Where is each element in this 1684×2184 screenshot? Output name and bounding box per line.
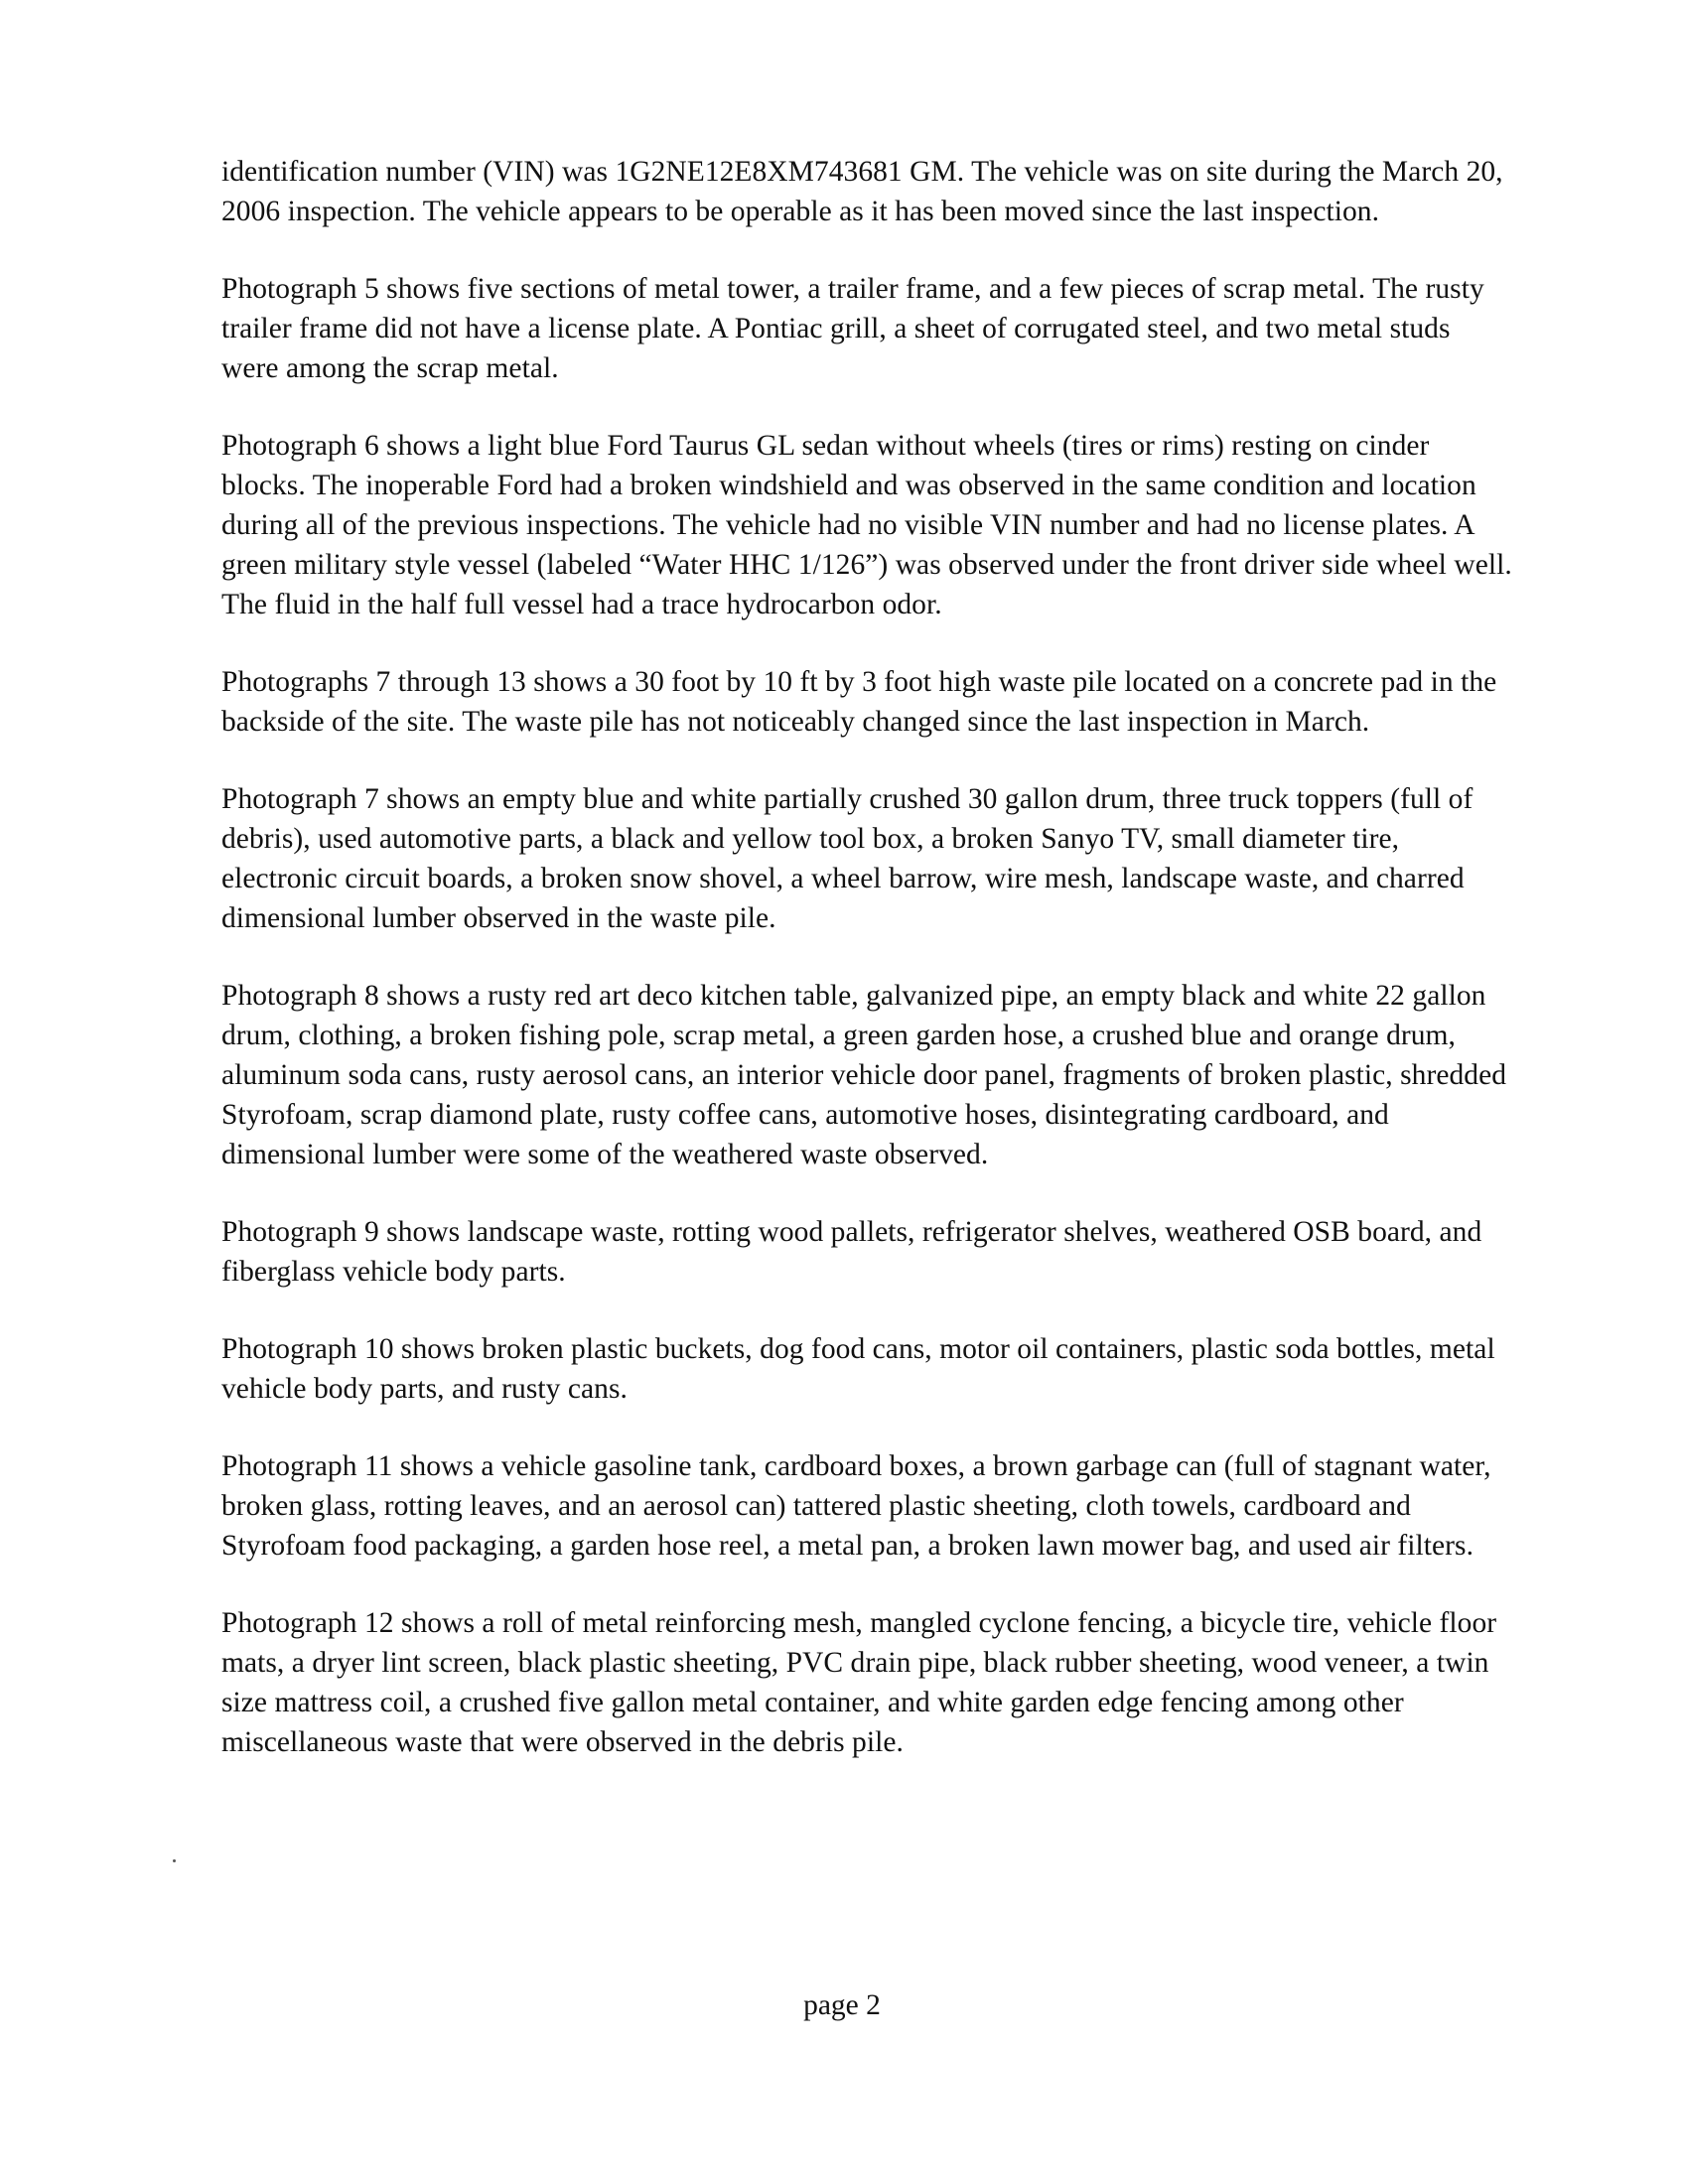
- paragraph-photograph-10: Photograph 10 shows broken plastic buckets, dog food cans, motor oil containers, plastic soda bottles, metal vehicle body parts, and rusty cans.: [221, 1333, 1495, 1405]
- paragraph-photograph-12: Photograph 12 shows a roll of metal reinforcing mesh, mangled cyclone fencing, a bicycle tire, vehicle floor mats, a dryer lint screen, black plastic sheeting, PVC drain pipe, black rubber sheeting, wood veneer, a twin size mattress coil, a crushed five gallon metal container, and white garden edge fencing among other miscellaneous waste that were observed in the debris pile.: [221, 1607, 1497, 1758]
- paragraph-photograph-6: Photograph 6 shows a light blue Ford Taurus GL sedan without wheels (tires or rims) resting on cinder blocks. The inoperable Ford had a broken windshield and was observed in the same condition and location during all of the previous inspections. The vehicle had no visible VIN number and had no license plates. A green military style vessel (labeled “Water HHC 1/126”) was observed under the front driver side wheel well. The fluid in the half full vessel had a trace hydrocarbon odor.: [221, 430, 1512, 620]
- page-number: page 2: [803, 1989, 881, 2021]
- paragraph-photograph-8: Photograph 8 shows a rusty red art deco kitchen table, galvanized pipe, an empty black and white 22 gallon drum, clothing, a broken fishing pole, scrap metal, a green garden hose, a crushed blue and orange drum, aluminum soda cans, rusty aerosol cans, an interior vehicle door panel, fragments of broken plastic, shredded Styrofoam, scrap diamond plate, rusty coffee cans, automotive hoses, disintegrating cardboard, and dimensional lumber were some of the weathered waste observed.: [221, 980, 1507, 1170]
- paragraph-photograph-11: Photograph 11 shows a vehicle gasoline tank, cardboard boxes, a brown garbage can (full of stagnant water, broken glass, rotting leaves, and an aerosol can) tattered plastic sheeting, cloth towels, cardboard and Styrofoam food packaging, a garden hose reel, a metal pan, a broken lawn mower bag, and used air filters.: [221, 1450, 1491, 1562]
- scan-speck: [173, 1859, 176, 1862]
- paragraph-photograph-7: Photograph 7 shows an empty blue and white partially crushed 30 gallon drum, three truck toppers (full of debris), used automotive parts, a black and yellow tool box, a broken Sanyo TV, small diameter tire, electronic circuit boards, a broken snow shovel, a wheel barrow, wire mesh, landscape waste, and charred dimensional lumber observed in the waste pile.: [221, 783, 1474, 934]
- paragraph-photograph-9: Photograph 9 shows landscape waste, rotting wood pallets, refrigerator shelves, weathered OSB board, and fiberglass vehicle body parts.: [221, 1216, 1482, 1288]
- paragraph-vin: identification number (VIN) was 1G2NE12E8XM743681 GM. The vehicle was on site during the March 20, 2006 inspection. The vehicle appears to be operable as it has been moved since the last inspection.: [221, 156, 1503, 227]
- document-body: [221, 152, 1514, 1800]
- paragraph-photograph-5: Photograph 5 shows five sections of metal tower, a trailer frame, and a few pieces of scrap metal. The rusty trailer frame did not have a license plate. A Pontiac grill, a sheet of corrugated steel, and two metal studs were among the scrap metal.: [221, 273, 1484, 384]
- paragraph-photographs-7-13: Photographs 7 through 13 shows a 30 foot by 10 ft by 3 foot high waste pile located on a concrete pad in the backside of the site. The waste pile has not noticeably changed since the last inspection in March.: [221, 666, 1497, 738]
